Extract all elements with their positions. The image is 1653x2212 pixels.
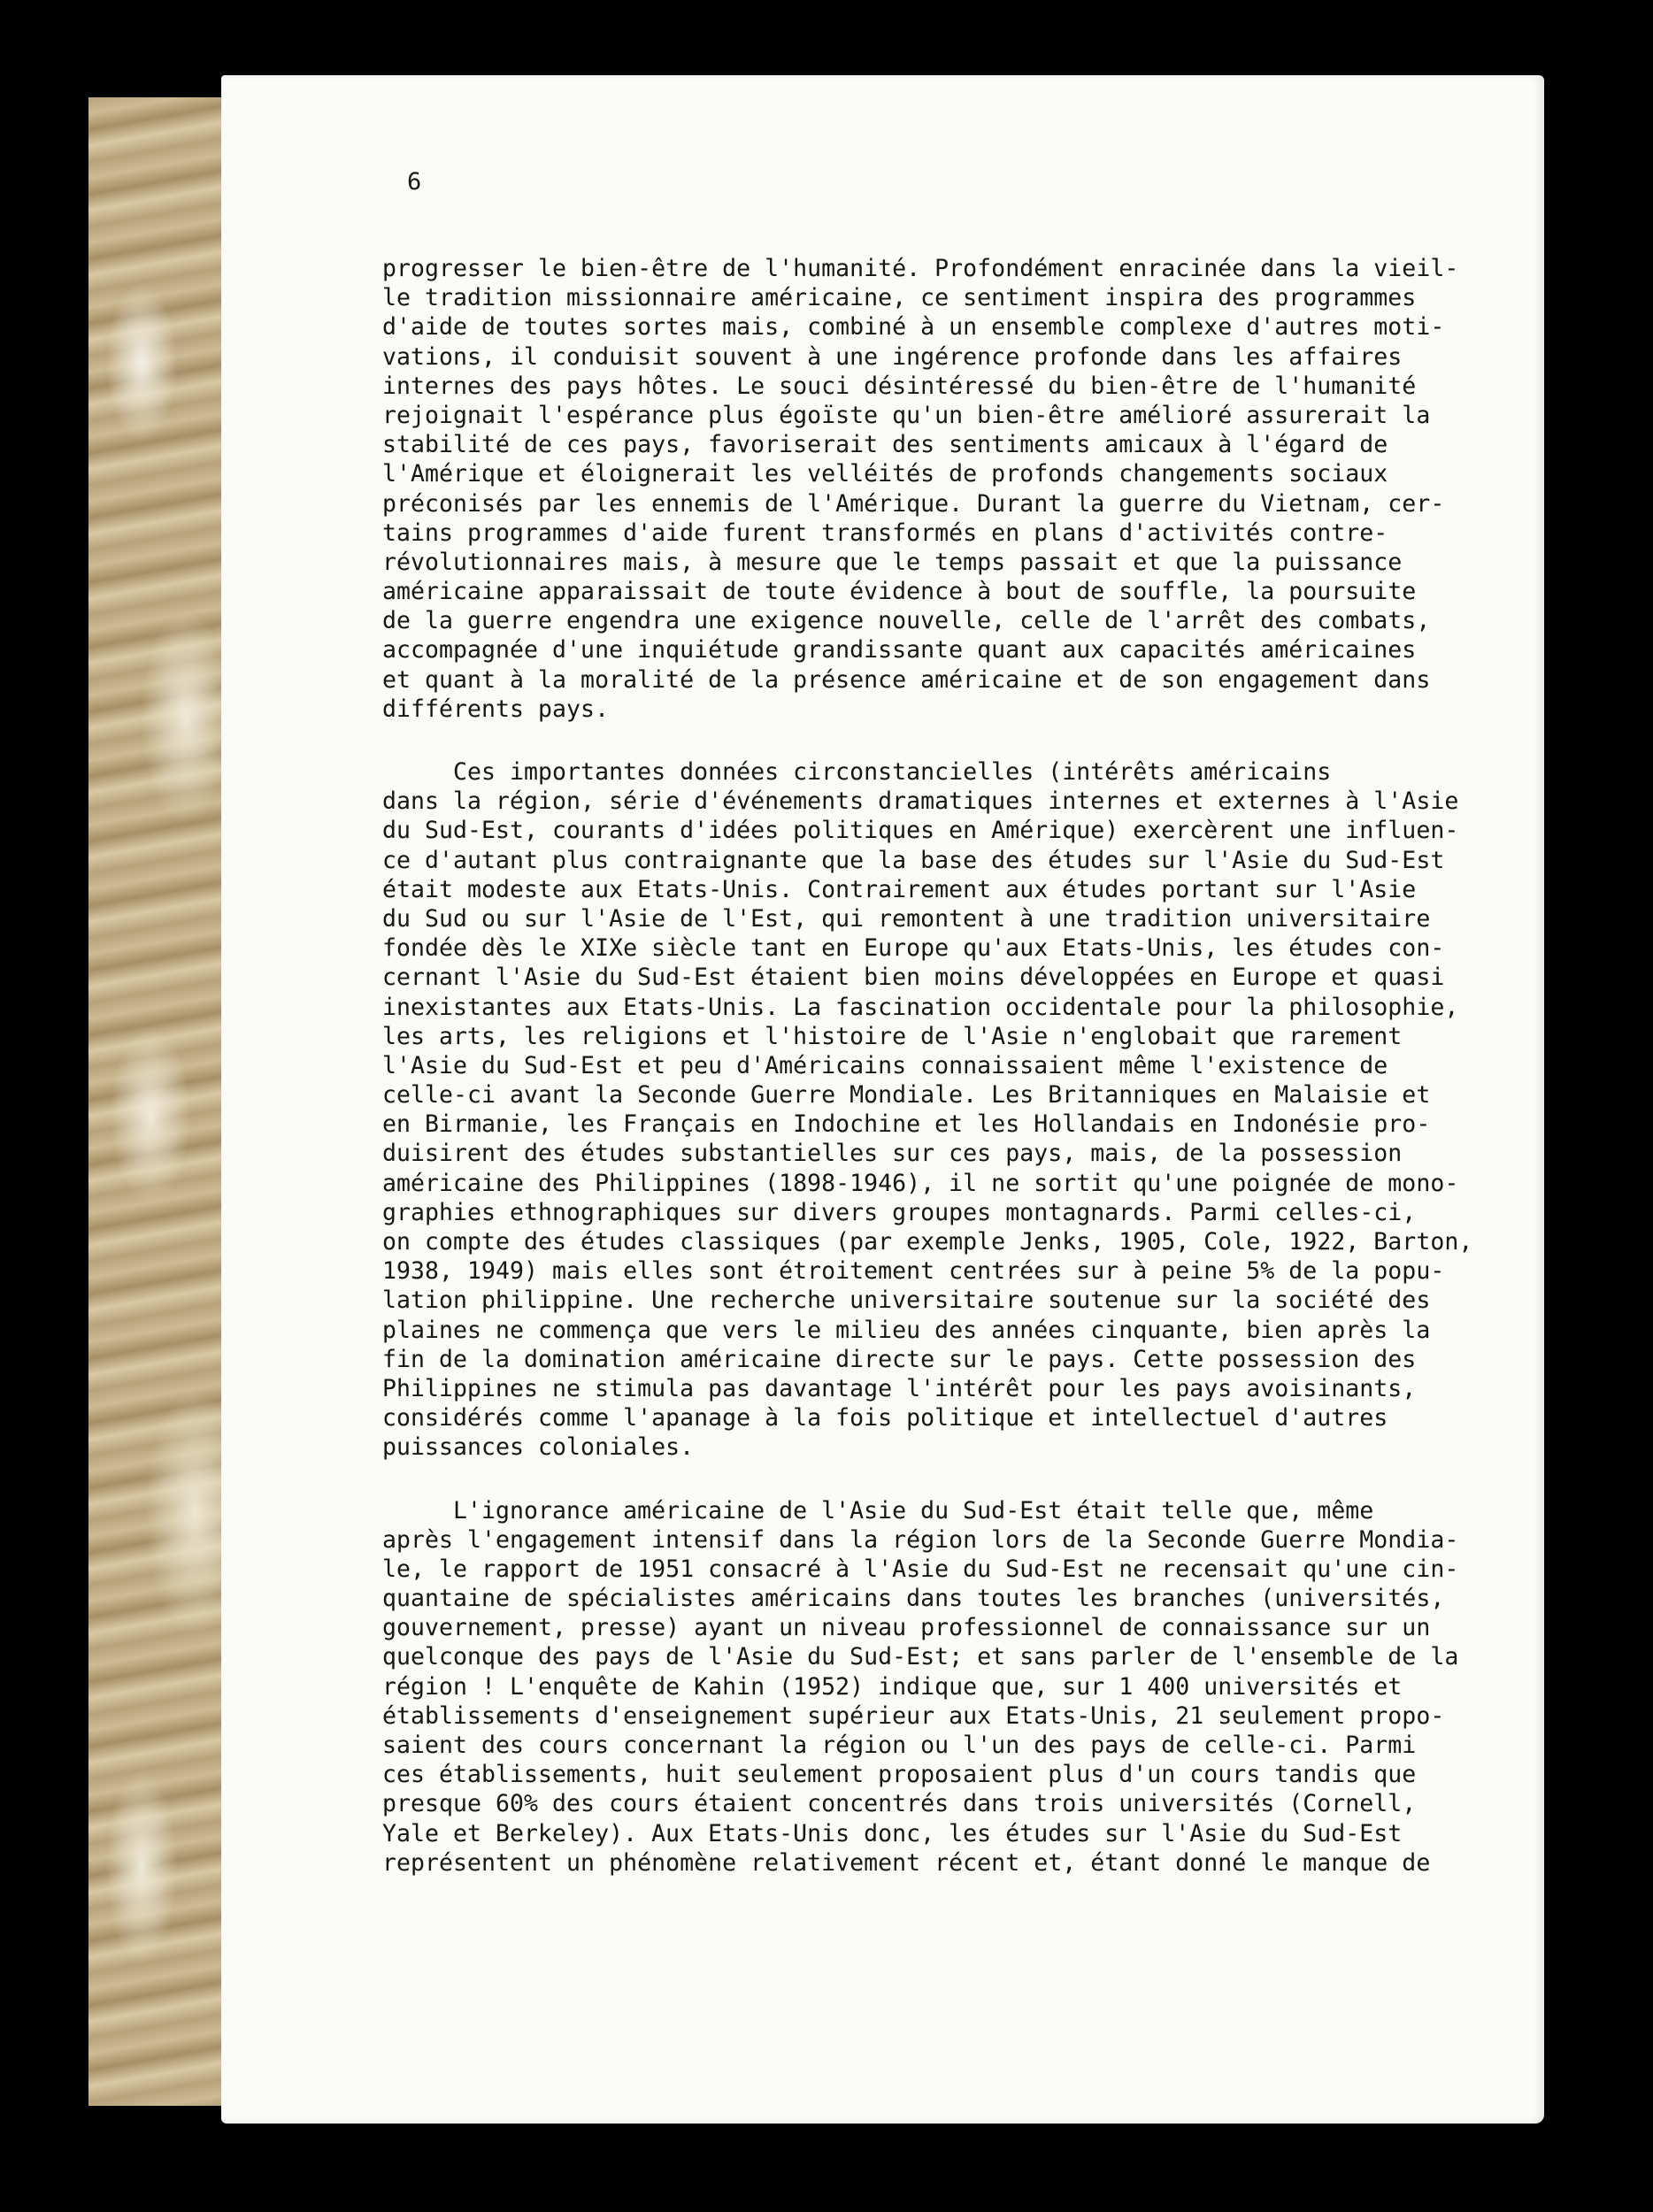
paragraph-1 xyxy=(382,254,1506,724)
text-line: celle-ci avant la Seconde Guerre Mondiale. Les Britanniques en Malaisie et xyxy=(382,1081,1431,1110)
text-line: dans la région, série d'événements dramatiques internes et externes à l'Asie xyxy=(382,787,1459,816)
text-line: presque 60% des cours étaient concentrés dans trois universités (Cornell, xyxy=(382,1790,1417,1818)
text-line: l'Amérique et éloignerait les velléités de profonds changements sociaux xyxy=(382,460,1388,488)
book-spine xyxy=(88,97,232,2106)
text-line: préconisés par les ennemis de l'Amérique. Durant la guerre du Vietnam, cer- xyxy=(382,489,1445,518)
text-line: américaine apparaissait de toute évidence à bout de souffle, la poursuite xyxy=(382,578,1417,606)
text-line: L'ignorance américaine de l'Asie du Sud-Est était telle que, même xyxy=(382,1496,1374,1525)
page-number: 6 xyxy=(407,168,422,196)
text-line: saient des cours concernant la région ou l'un des pays de celle-ci. Parmi xyxy=(382,1732,1417,1759)
text-line: on compte des études classiques (par exemple Jenks, 1905, Cole, 1922, Barton, xyxy=(382,1228,1473,1256)
text-line: puissances coloniales. xyxy=(382,1433,695,1462)
text-line: Yale et Berkeley). Aux Etats-Unis donc, les études sur l'Asie du Sud-Est xyxy=(382,1819,1403,1847)
text-line: lation philippine. Une recherche universitaire soutenue sur la société des xyxy=(382,1286,1431,1315)
text-line: Philippines ne stimula pas davantage l'intérêt pour les pays avoisinants, xyxy=(382,1374,1417,1402)
text-line: et quant à la moralité de la présence américaine et de son engagement dans xyxy=(382,665,1431,694)
paragraph-3 xyxy=(382,1496,1506,1878)
text-line: américaine des Philippines (1898-1946), il ne sortit qu'une poignée de mono- xyxy=(382,1169,1459,1197)
text-line: après l'engagement intensif dans la région lors de la Seconde Guerre Mondia- xyxy=(382,1525,1459,1554)
paragraph-gap xyxy=(382,724,1506,757)
text-line: l'Asie du Sud-Est et peu d'Américains connaissaient même l'existence de xyxy=(382,1051,1388,1079)
text-line: était modeste aux Etats-Unis. Contrairement aux études portant sur l'Asie xyxy=(382,875,1417,903)
text-line: révolutionnaires mais, à mesure que le temps passait et que la puissance xyxy=(382,548,1403,576)
text-line: internes des pays hôtes. Le souci désintéressé du bien-être de l'humanité xyxy=(382,372,1417,400)
text-line: représentent un phénomène relativement récent et, étant donné le manque de xyxy=(382,1848,1431,1877)
body-text xyxy=(382,254,1506,1878)
text-line: plaines ne commença que vers le milieu des années cinquante, bien après la xyxy=(382,1316,1431,1344)
text-line: ces établissements, huit seulement proposaient plus d'un cours tandis que xyxy=(382,1761,1417,1789)
text-line: le tradition missionnaire américaine, ce sentiment inspira des programmes xyxy=(382,284,1417,312)
text-line: quelconque des pays de l'Asie du Sud-Est; et sans parler de l'ensemble de la xyxy=(382,1643,1459,1671)
text-line: différents pays. xyxy=(382,695,610,723)
text-line: ce d'autant plus contraignante que la base des études sur l'Asie du Sud-Est xyxy=(382,846,1445,874)
text-line: 1938, 1949) mais elles sont étroitement centrées sur à peine 5% de la popu- xyxy=(382,1257,1445,1286)
text-line: région ! L'enquête de Kahin (1952) indique que, sur 1 400 universités et xyxy=(382,1672,1403,1701)
text-line: établissements d'enseignement supérieur aux Etats-Unis, 21 seulement propo- xyxy=(382,1701,1445,1730)
text-line: progresser le bien-être de l'humanité. Profondément enracinée dans la vieil- xyxy=(382,255,1459,282)
text-line: considérés comme l'apanage à la fois politique et intellectuel d'autres xyxy=(382,1404,1388,1432)
text-line: de la guerre engendra une exigence nouvelle, celle de l'arrêt des combats, xyxy=(382,607,1431,635)
text-line: duisirent des études substantielles sur ces pays, mais, de la possession xyxy=(382,1140,1403,1168)
text-line: le, le rapport de 1951 consacré à l'Asie du Sud-Est ne recensait qu'une cin- xyxy=(382,1555,1459,1583)
text-line: les arts, les religions et l'histoire de l'Asie n'englobait que rarement xyxy=(382,1022,1403,1050)
text-line: d'aide de toutes sortes mais, combiné à un ensemble complexe d'autres moti- xyxy=(382,313,1445,342)
text-line: graphies ethnographiques sur divers groupes montagnards. Parmi celles-ci, xyxy=(382,1198,1417,1226)
text-line: fin de la domination américaine directe sur le pays. Cette possession des xyxy=(382,1345,1417,1373)
text-line: du Sud-Est, courants d'idées politiques en Amérique) exercèrent une influen- xyxy=(382,817,1459,845)
text-line: fondée dès le XIXe siècle tant en Europe qu'aux Etats-Unis, les études con- xyxy=(382,934,1445,963)
text-line: rejoignait l'espérance plus égoïste qu'un bien-être amélioré assurerait la xyxy=(382,401,1431,429)
text-line: du Sud ou sur l'Asie de l'Est, qui remontent à une tradition universitaire xyxy=(382,904,1431,933)
text-line: tains programmes d'aide furent transformés en plans d'activités contre- xyxy=(382,518,1388,547)
text-line: stabilité de ces pays, favoriserait des sentiments amicaux à l'égard de xyxy=(382,431,1388,459)
text-line: cernant l'Asie du Sud-Est étaient bien moins développées en Europe et quasi xyxy=(382,964,1445,992)
text-line: vations, il conduisit souvent à une ingérence profonde dans les affaires xyxy=(382,342,1403,371)
text-line: quantaine de spécialistes américains dans toutes les branches (universités, xyxy=(382,1585,1445,1613)
text-line: accompagnée d'une inquiétude grandissante quant aux capacités américaines xyxy=(382,636,1417,664)
text-line: Ces importantes données circonstancielles (intérêts américains xyxy=(382,758,1332,786)
paragraph-2 xyxy=(382,757,1506,1463)
text-line: gouvernement, presse) ayant un niveau professionnel de connaissance sur un xyxy=(382,1614,1431,1642)
text-line: inexistantes aux Etats-Unis. La fascination occidentale pour la philosophie, xyxy=(382,993,1459,1021)
paragraph-gap xyxy=(382,1463,1506,1496)
text-line: en Birmanie, les Français en Indochine et les Hollandais en Indonésie pro- xyxy=(382,1110,1431,1139)
